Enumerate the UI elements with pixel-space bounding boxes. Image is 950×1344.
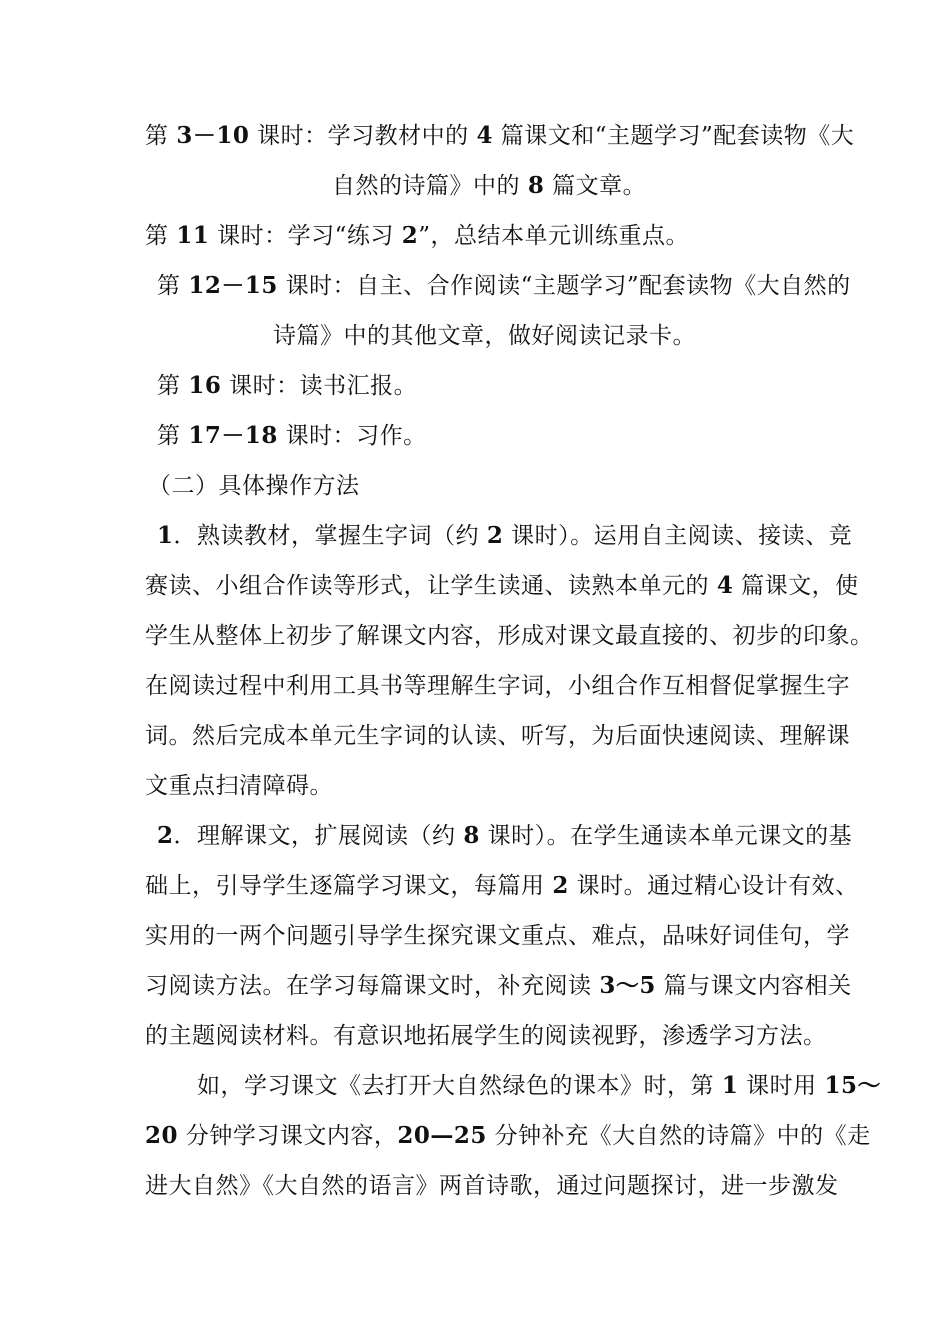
text-run: ”，总结本单元训练重点。 bbox=[418, 223, 689, 249]
text-line bbox=[157, 821, 852, 851]
text-line bbox=[145, 771, 333, 801]
bold-text: 11 bbox=[176, 222, 210, 249]
text-run: 第 bbox=[145, 123, 177, 149]
bold-text: 17－18 bbox=[188, 422, 278, 449]
text-line bbox=[157, 421, 427, 451]
text-run: 课时：学习教材中的 bbox=[249, 123, 477, 149]
bold-text: 1 bbox=[157, 522, 174, 549]
section-heading bbox=[148, 471, 360, 501]
bold-text: 8 bbox=[463, 822, 480, 849]
text-run: 篇文章。 bbox=[544, 173, 647, 199]
text-run: 课时：学习“练习 bbox=[209, 223, 402, 249]
text-line bbox=[145, 1171, 839, 1201]
text-run: 篇课文，使 bbox=[733, 573, 859, 599]
text-run: 课时：自主、合作阅读“主题学习”配套读物《大自然的 bbox=[277, 273, 851, 299]
bold-text: 12－15 bbox=[188, 272, 278, 299]
bold-text: 4 bbox=[716, 572, 734, 599]
bold-text: 3～5 bbox=[599, 972, 656, 999]
bold-text: 16 bbox=[188, 372, 222, 399]
text-run: 第 bbox=[157, 273, 189, 299]
bold-text: 2 bbox=[552, 872, 569, 899]
text-run: 进大自然》《大自然的语言》两首诗歌，通过问题探讨，进一步激发 bbox=[145, 1173, 839, 1199]
text-line bbox=[273, 321, 696, 351]
text-run: 的主题阅读材料。有意识地拓展学生的阅读视野，渗透学习方法。 bbox=[145, 1023, 827, 1049]
text-run: 篇课文和“主题学习”配套读物《大 bbox=[492, 123, 855, 149]
text-run: 课时：读书汇报。 bbox=[221, 373, 418, 399]
text-line bbox=[197, 1071, 881, 1101]
text-run: ．理解课文，扩展阅读（约 bbox=[173, 823, 464, 849]
text-run: 篇与课文内容相关 bbox=[655, 973, 852, 999]
text-line bbox=[145, 921, 850, 951]
text-run: 础上，引导学生逐篇学习课文，每篇用 bbox=[145, 873, 553, 899]
text-line bbox=[145, 121, 854, 151]
text-run: 文重点扫清障碍。 bbox=[145, 773, 333, 799]
text-run: 分钟补充《大自然的诗篇》中的《走 bbox=[486, 1123, 871, 1149]
text-line bbox=[145, 1121, 871, 1151]
text-line bbox=[145, 571, 859, 601]
text-line bbox=[145, 621, 874, 651]
text-line bbox=[145, 221, 689, 251]
text-run: 第 bbox=[157, 423, 189, 449]
bold-text: 1 bbox=[721, 1072, 739, 1099]
text-run: 分钟学习课文内容， bbox=[178, 1123, 398, 1149]
text-run: 诗篇》中的其他文章，做好阅读记录卡。 bbox=[273, 323, 696, 349]
text-run: 自然的诗篇》中的 bbox=[332, 173, 528, 199]
text-run: 第 bbox=[157, 373, 189, 399]
bold-text: 15～ bbox=[824, 1072, 881, 1099]
text-run: 赛读、小组合作读等形式，让学生读通、读熟本单元的 bbox=[145, 573, 717, 599]
bold-text: 20—25 bbox=[397, 1122, 487, 1149]
text-run: 如，学习课文《去打开大自然绿色的课本》时，第 bbox=[197, 1073, 722, 1099]
text-run: 课时）。运用自主阅读、接读、竞 bbox=[503, 523, 853, 549]
text-line bbox=[157, 521, 852, 551]
bold-text: 2 bbox=[486, 522, 504, 549]
text-line bbox=[157, 371, 417, 401]
text-run: 在阅读过程中利用工具书等理解生字词，小组合作互相督促掌握生字 bbox=[145, 673, 850, 699]
text-run: 课时）。在学生通读本单元课文的基 bbox=[479, 823, 853, 849]
bold-text: 8 bbox=[527, 172, 545, 199]
text-run: 课时用 bbox=[738, 1073, 825, 1099]
text-run: 实用的一两个问题引导学生探究课文重点、难点，品味好词佳句，学 bbox=[145, 923, 850, 949]
text-run: 第 bbox=[145, 223, 177, 249]
text-line bbox=[157, 271, 851, 301]
bold-text: 2 bbox=[157, 822, 174, 849]
text-line bbox=[145, 971, 852, 1001]
text-line bbox=[145, 721, 850, 751]
bold-text: 2 bbox=[401, 222, 419, 249]
text-run: 课时。通过精心设计有效、 bbox=[568, 873, 859, 899]
bold-text: 20 bbox=[145, 1122, 179, 1149]
bold-text: 4 bbox=[476, 122, 493, 149]
text-line bbox=[332, 171, 646, 201]
bold-text: 3－10 bbox=[176, 122, 250, 149]
text-run: （二）具体操作方法 bbox=[148, 473, 360, 499]
text-run: ．熟读教材，掌握生字词（约 bbox=[173, 523, 487, 549]
text-line bbox=[145, 671, 850, 701]
text-run: 课时：习作。 bbox=[277, 423, 427, 449]
text-run: 词。然后完成本单元生字词的认读、听写，为后面快速阅读、理解课 bbox=[145, 723, 850, 749]
text-run: 习阅读方法。在学习每篇课文时，补充阅读 bbox=[145, 973, 600, 999]
text-line bbox=[145, 1021, 827, 1051]
text-line bbox=[145, 871, 859, 901]
text-run: 学生从整体上初步了解课文内容，形成对课文最直接的、初步的印象。 bbox=[145, 623, 874, 649]
